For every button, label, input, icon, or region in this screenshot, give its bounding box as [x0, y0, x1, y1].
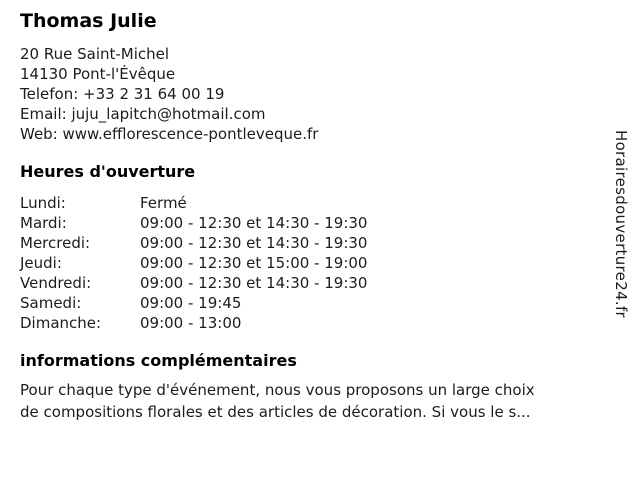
email-line: Email: juju_lapitch@hotmail.com — [20, 105, 266, 123]
opening-hours-table — [20, 193, 367, 333]
day-hours: 09:00 - 12:30 et 14:30 - 19:30 — [140, 234, 368, 252]
day-hours: 09:00 - 19:45 — [140, 294, 242, 312]
day-label: Jeudi: — [20, 254, 62, 272]
info-text-line-1: Pour chaque type d'événement, nous vous proposons un large choix — [20, 381, 535, 399]
additional-info-text — [20, 379, 620, 423]
website-line: Web: www.efflorescence-pontleveque.fr — [20, 125, 319, 143]
hours-row-sunday — [20, 313, 367, 333]
day-hours: Fermé — [140, 194, 187, 212]
day-hours: 09:00 - 13:00 — [140, 314, 242, 332]
phone-line: Telefon: +33 2 31 64 00 19 — [20, 85, 225, 103]
day-label: Vendredi: — [20, 274, 92, 292]
day-label: Lundi: — [20, 194, 66, 212]
additional-info-heading: informations complémentaires — [20, 351, 297, 370]
watermark-brand-label: Horairesdouverture24.fr — [612, 130, 630, 318]
hours-row-thursday — [20, 253, 367, 273]
hours-row-saturday — [20, 293, 367, 313]
contact-info — [20, 44, 318, 144]
day-label: Mardi: — [20, 214, 67, 232]
hours-row-tuesday — [20, 213, 367, 233]
day-hours: 09:00 - 12:30 et 14:30 - 19:30 — [140, 214, 368, 232]
opening-hours-heading: Heures d'ouverture — [20, 162, 196, 181]
hours-row-monday — [20, 193, 367, 213]
day-label: Mercredi: — [20, 234, 91, 252]
hours-row-wednesday — [20, 233, 367, 253]
address-line-2: 14130 Pont-l'Évêque — [20, 65, 176, 83]
day-label: Samedi: — [20, 294, 82, 312]
page-title: Thomas Julie — [20, 10, 157, 32]
hours-row-friday — [20, 273, 367, 293]
address-line-1: 20 Rue Saint-Michel — [20, 45, 170, 63]
day-label: Dimanche: — [20, 314, 102, 332]
day-hours: 09:00 - 12:30 et 15:00 - 19:00 — [140, 254, 368, 272]
day-hours: 09:00 - 12:30 et 14:30 - 19:30 — [140, 274, 368, 292]
info-text-line-2: de compositions florales et des articles de décoration. Si vous le s... — [20, 403, 531, 421]
